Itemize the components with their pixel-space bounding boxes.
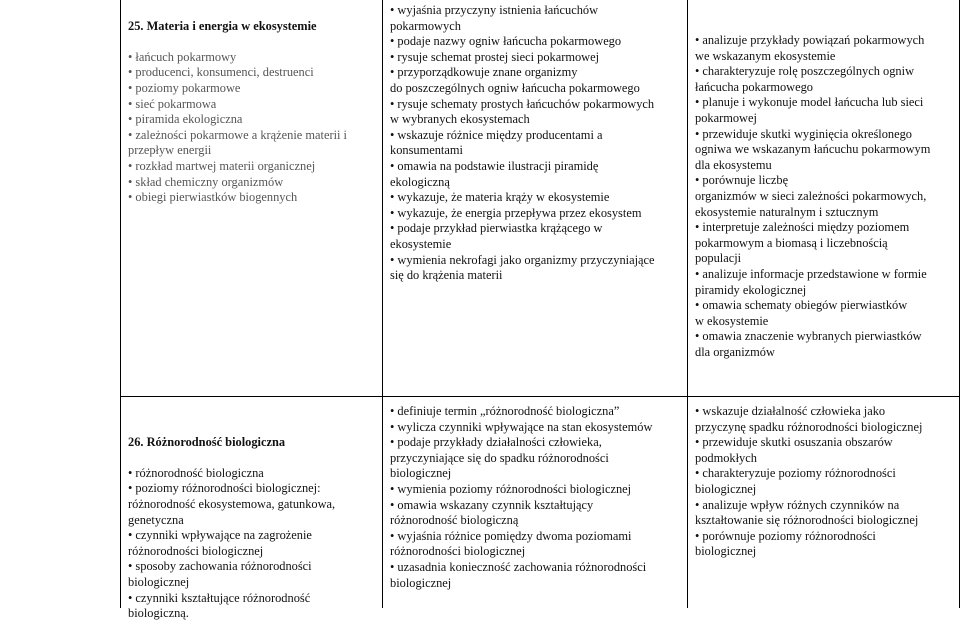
topics-cell bbox=[128, 3, 380, 221]
table-border-left bbox=[120, 0, 121, 608]
basic-requirements-cell: • definiuje termin „różnorodność biologiczna” • wylicza czynniki wpływające na stan ekosystemów • podaje przykłady działalności człowieka, przyczyniające się do spadku różnorodności biologicznej • wymienia poziomy różnorodności biologicznej • omawia wskazany czynnik kształtujący różnorodność biologiczną • wyjaśnia różnice pomiędzy dwoma poziomami różnorodności biologicznej • uzasadnia konieczność zachowania różnorodności biologicznej bbox=[390, 404, 653, 590]
extended-requirements-cell: • wskazuje działalność człowieka jako przyczynę spadku różnorodności biologicznej • przewiduje skutki osuszania obszarów podmokłych • charakteryzuje poziomy różnorodności biologicznej • analizuje wpływ różnych czynników na kształtowanie się różnorodności biologicznej • porównuje poziomy różnorodności biologicznej bbox=[695, 404, 923, 559]
topics-cell bbox=[128, 419, 380, 637]
section-title: 26. Różnorodność biologiczna bbox=[128, 434, 286, 449]
topics-list: • różnorodność biologiczna • poziomy różnorodności biologicznej: różnorodność ekosystemowa, gatunkowa, genetyczna • czynniki wpływające na zagrożenie różnorodności biologicznej • sposoby zachowania różnorodności biologicznej • czynniki kształtujące różnorodność biologiczną. bbox=[128, 465, 336, 621]
extended-requirements-cell: • analizuje przykłady powiązań pokarmowych we wskazanym ekosystemie • charakteryzuje rolę poszczególnych ogniw łańcucha pokarmowego • planuje i wykonuje model łańcucha lub sieci pokarmowej • przewiduje skutki wyginięcia określonego ogniwa we wskazanym łańcuchu pokarmowym dla ekosystemu • porównuje liczbę organizmów w sieci zależności pokarmowych, ekosystemie naturalnym i sztucznym • interpretuje zależności między poziomem pokarmowym a biomasą i liczebnością populacji • analizuje informacje przedstawione w formie piramidy ekologicznej • omawia schematy obiegów pierwiastków w ekosystemie • omawia znaczenie wybranych pierwiastków dla organizmów bbox=[695, 33, 931, 359]
section-title: 25. Materia i energia w ekosystemie bbox=[128, 18, 317, 33]
topics-list: • łańcuch pokarmowy • producenci, konsumenci, destruenci • poziomy pokarmowe • sieć pokarmowa • piramida ekologiczna • zależności pokarmowe a krążenie materii i przepływ energii • rozkład martwej materii organicznej • skład chemiczny organizmów • obiegi pierwiastków biogennych bbox=[128, 49, 348, 205]
table-row-divider bbox=[120, 396, 960, 397]
table-border-col2 bbox=[382, 0, 383, 608]
basic-requirements-cell: • wyjaśnia przyczyny istnienia łańcuchów pokarmowych • podaje nazwy ogniw łańcucha pokarmowego • rysuje schemat prostej sieci pokarmowej • przyporządkowuje znane organizmy do poszczególnych ogniw łańcucha pokarmowego • rysuje schematy prostych łańcuchów pokarmowych w wybranych ekosystemach • wskazuje różnice między producentami a konsumentami • omawia na podstawie ilustracji piramidę ekologiczną • wykazuje, że materia krąży w ekosystemie • wykazuje, że energia przepływa przez ekosystem • podaje przykład pierwiastka krążącego w ekosystemie • wymienia nekrofagi jako organizmy przyczyniające się do krążenia materii bbox=[390, 3, 655, 283]
table-border-col3 bbox=[687, 0, 688, 608]
